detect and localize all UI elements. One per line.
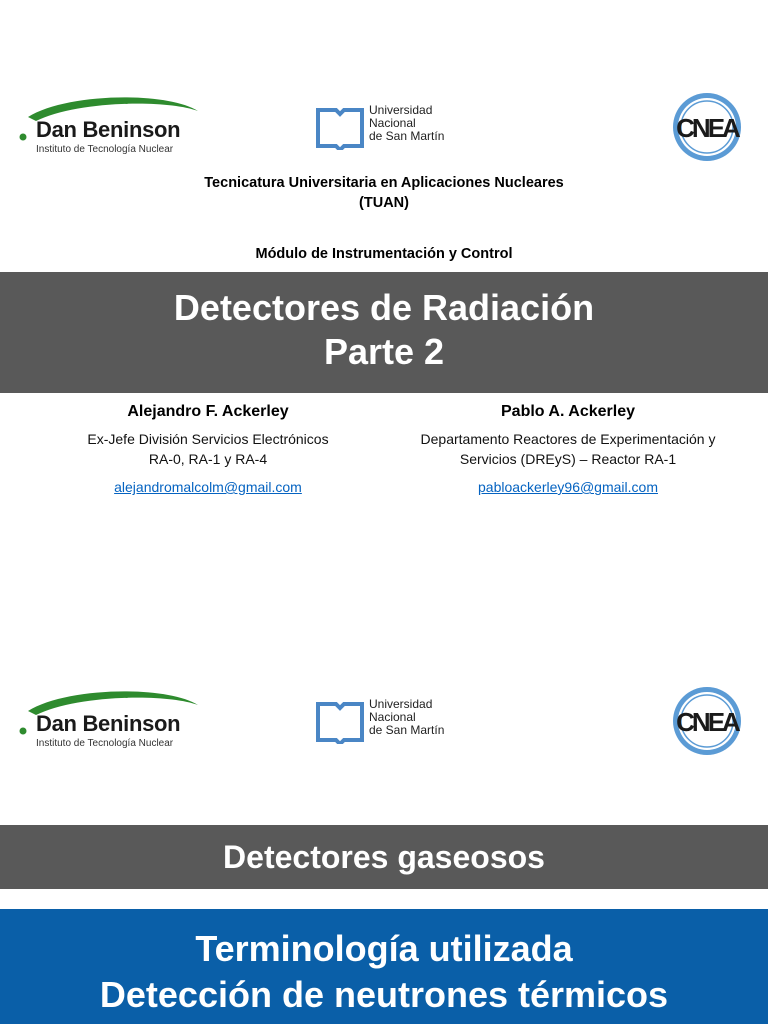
unsam-logo [316,698,476,746]
dan-beninson-name: Dan Beninson [36,711,181,736]
author-affiliation-line-1: Ex-Jefe División Servicios Electrónicos [87,431,329,447]
author-email-link[interactable]: alejandromalcolm@gmail.com [114,479,302,495]
unsam-logo [316,104,476,152]
author-affiliation-line-2: Servicios (DREyS) – Reactor RA-1 [459,451,677,467]
author-left [16,401,400,497]
unsam-line-2: Nacional [369,116,416,130]
author-affiliation-line-2: RA-0, RA-1 y RA-4 [148,451,268,467]
module-line: Módulo de Instrumentación y Control [255,246,513,262]
slide-title-band [0,272,768,393]
author-affiliation [16,429,400,469]
dan-beninson-name: Dan Beninson [36,117,181,142]
section-title: Detectores gaseosos [223,839,545,875]
cnea-seal-icon [670,684,744,758]
cnea-logo [670,684,744,758]
unsam-line-3: de San Martín [369,723,445,737]
section-title-band [0,825,768,889]
unsam-line-1: Universidad [369,697,433,711]
unsam-book-icon [316,700,364,744]
cnea-seal-text: CNEA [676,707,738,737]
course-line-2: (TUAN) [359,195,409,211]
author-affiliation-line-1: Departamento Reactores de Experimentación y [420,431,716,447]
unsam-text [369,104,444,143]
cnea-seal-text: CNEA [676,113,738,143]
author-affiliation [376,429,760,469]
dan-beninson-logo [16,689,201,755]
dan-beninson-subtitle: Instituto de Tecnología Nuclear [36,144,174,155]
topic-band [0,909,768,1024]
author-right [376,401,760,497]
slide-2 [0,595,768,1024]
author-name: Pablo A. Ackerley [501,403,635,420]
topic-line-1: Terminología utilizada [195,928,573,969]
dan-beninson-subtitle: Instituto de Tecnología Nuclear [36,738,174,749]
cnea-seal-icon [670,90,744,164]
unsam-line-3: de San Martín [369,129,445,143]
course-line-1: Tecnicatura Universitaria en Aplicaciones Nucleares [204,175,564,191]
unsam-line-1: Universidad [369,103,433,117]
unsam-text [369,698,444,737]
slide-title-line-2: Parte 2 [323,331,445,372]
author-name: Alejandro F. Ackerley [127,403,289,420]
dan-beninson-logo [16,95,201,161]
slide-title-line-1: Detectores de Radiación [173,287,595,328]
topic-line-2: Detección de neutrones térmicos [99,974,669,1015]
unsam-book-icon [316,106,364,150]
author-email-link[interactable]: pabloackerley96@gmail.com [478,479,658,495]
course-name [0,173,768,213]
module-name [0,244,768,264]
cnea-logo [670,90,744,164]
unsam-line-2: Nacional [369,710,416,724]
